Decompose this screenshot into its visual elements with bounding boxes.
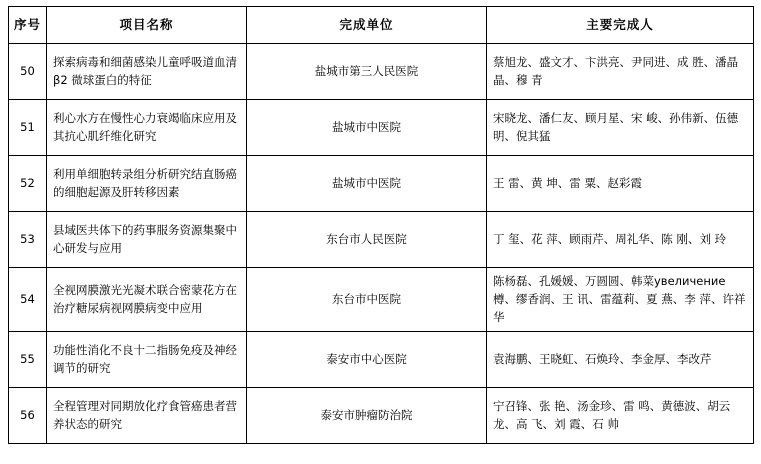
cell-project-name: 探索病毒和细菌感染儿童呼吸道血清β2 微球蛋白的特征 bbox=[47, 44, 247, 100]
table-row bbox=[9, 100, 754, 156]
column-header-unit: 完成单位 bbox=[247, 7, 487, 44]
column-header-people: 主要完成人 bbox=[487, 7, 754, 44]
cell-people: 宁召锋、张 艳、汤金珍、雷 鸣、黄德波、胡云龙、高 飞、刘 霞、石 帅 bbox=[487, 388, 754, 444]
cell-people: 袁海鹏、王晓虹、石焕玲、李金厚、李改芹 bbox=[487, 332, 754, 388]
table-row bbox=[9, 332, 754, 388]
cell-people: 王 雷、黄 坤、雷 粟、赵彩霞 bbox=[487, 156, 754, 212]
table-row bbox=[9, 44, 754, 100]
cell-project-name: 功能性消化不良十二指肠免疫及神经调节的研究 bbox=[47, 332, 247, 388]
table-row bbox=[9, 212, 754, 268]
column-header-project-name: 项目名称 bbox=[47, 7, 247, 44]
column-header-no: 序号 bbox=[9, 7, 47, 44]
cell-no: 55 bbox=[9, 332, 47, 388]
cell-project-name: 全程管理对同期放化疗食管癌患者营养状态的研究 bbox=[47, 388, 247, 444]
cell-unit: 东台市人民医院 bbox=[247, 212, 487, 268]
cell-unit: 盐城市中医院 bbox=[247, 100, 487, 156]
table-header bbox=[9, 7, 754, 44]
cell-project-name: 全视网膜激光光凝术联合密蒙花方在治疗糖尿病视网膜病变中应用 bbox=[47, 268, 247, 332]
cell-unit: 泰安市肿瘤防治院 bbox=[247, 388, 487, 444]
table-header-row bbox=[9, 7, 754, 44]
award-projects-table bbox=[8, 6, 754, 444]
cell-no: 56 bbox=[9, 388, 47, 444]
cell-project-name: 利用单细胞转录组分析研究结直肠癌的细胞起源及肝转移因素 bbox=[47, 156, 247, 212]
cell-unit: 盐城市中医院 bbox=[247, 156, 487, 212]
table-row bbox=[9, 156, 754, 212]
cell-people: 丁 玺、花 萍、顾雨芹、周礼华、陈 刚、刘 玲 bbox=[487, 212, 754, 268]
cell-project-name: 利心水方在慢性心力衰竭临床应用及其抗心肌纤维化研究 bbox=[47, 100, 247, 156]
cell-no: 50 bbox=[9, 44, 47, 100]
cell-no: 53 bbox=[9, 212, 47, 268]
cell-no: 52 bbox=[9, 156, 47, 212]
table-row bbox=[9, 268, 754, 332]
cell-people: 陈杨磊、孔媛媛、万圆圆、韩菜увеличение樽、缪香润、王 讯、雷蕴莉、夏 燕、李 萍、许祥华 bbox=[487, 268, 754, 332]
cell-project-name: 县域医共体下的药事服务资源集聚中心研发与应用 bbox=[47, 212, 247, 268]
cell-unit: 东台市中医院 bbox=[247, 268, 487, 332]
cell-unit: 泰安市中心医院 bbox=[247, 332, 487, 388]
cell-people: 宋晓龙、潘仁友、顾月星、宋 峻、孙伟新、伍德明、倪其猛 bbox=[487, 100, 754, 156]
cell-people: 蔡旭龙、盛文才、卞洪亮、尹同进、成 胜、潘晶晶、穆 青 bbox=[487, 44, 754, 100]
cell-no: 51 bbox=[9, 100, 47, 156]
cell-no: 54 bbox=[9, 268, 47, 332]
table-row bbox=[9, 388, 754, 444]
cell-unit: 盐城市第三人民医院 bbox=[247, 44, 487, 100]
table-body bbox=[9, 44, 754, 444]
